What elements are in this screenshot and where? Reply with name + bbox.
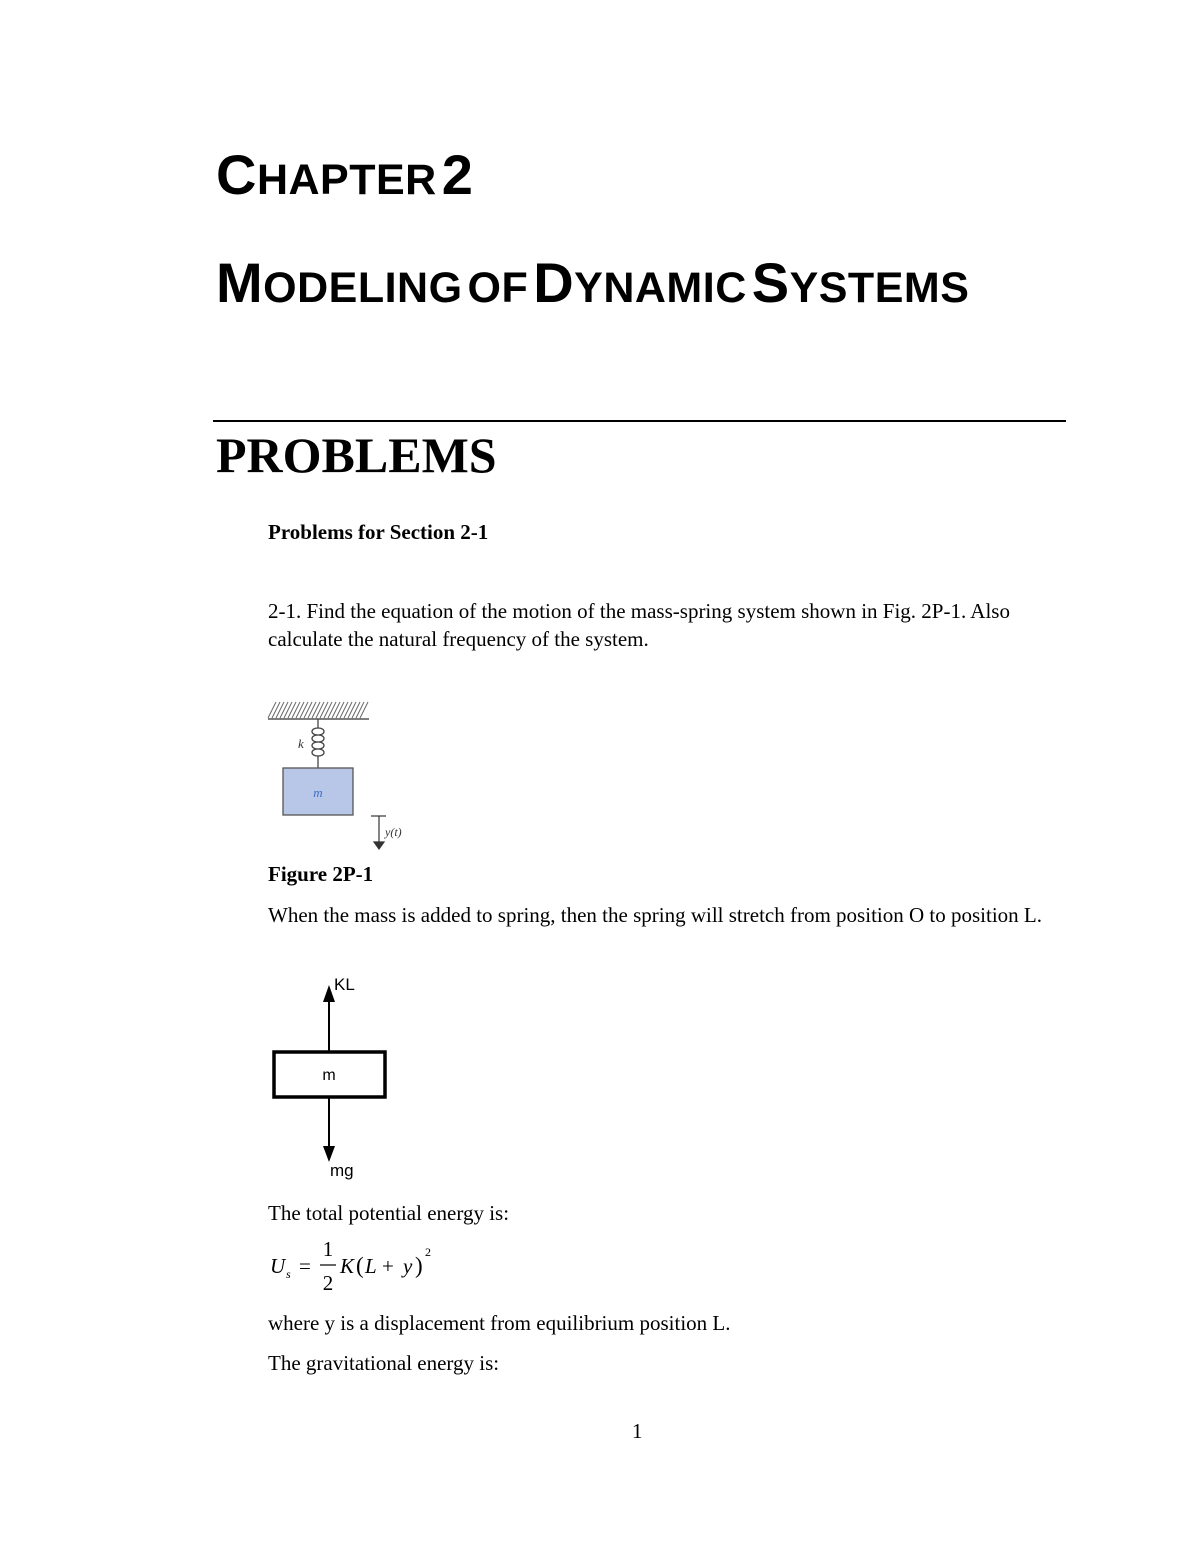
chapter-heading-number: 2 [441, 143, 474, 206]
eq-L: L [365, 1254, 377, 1278]
section-heading: Problems for Section 2-1 [268, 520, 489, 544]
eq-coef: K [340, 1254, 355, 1278]
eq-equals: = [299, 1254, 311, 1278]
problem-statement: 2-1. Find the equation of the motion of the mass-spring system shown in Fig. 2P-1. Also calculate the natural frequency of the system. [268, 599, 1010, 651]
potential-energy-text: The total potential energy is: [268, 1201, 510, 1225]
chapter-title-rest-4: YSTEMS [789, 264, 970, 312]
figure-caption: Figure 2P-1 [268, 862, 374, 886]
mass-spring-figure [262, 696, 422, 856]
downward-force-arrow-icon [323, 1097, 335, 1162]
eq-lhs-sub: s [286, 1267, 291, 1281]
page-number: 1 [632, 1419, 643, 1443]
potential-energy-equation [262, 1232, 462, 1298]
chapter-title [216, 250, 969, 315]
chapter-title-initial-1: M [216, 251, 264, 314]
displacement-label: y(t) [385, 825, 402, 839]
stretch-paragraph: When the mass is added to spring, then the spring will stretch from position O to position L. [268, 903, 1042, 927]
fbd-mass-label: m [322, 1067, 336, 1084]
eq-lhs: U [270, 1254, 286, 1278]
upward-force-arrow-icon [323, 985, 335, 1052]
displacement-arrow-icon [371, 816, 386, 849]
where-text: where y is a displacement from equilibrium position L. [268, 1311, 731, 1335]
top-force-label: KL [334, 975, 355, 994]
chapter-heading-initial: C [216, 143, 257, 206]
free-body-diagram [262, 970, 442, 1185]
eq-open-paren: ( [356, 1253, 364, 1278]
chapter-title-rest-2: OF [467, 264, 529, 312]
ceiling-hatch [268, 702, 369, 719]
eq-denominator: 2 [322, 1271, 334, 1295]
chapter-title-rest-1: ODELING [263, 264, 463, 312]
gravitational-energy-text: The gravitational energy is: [268, 1351, 500, 1375]
problems-heading: PROBLEMS [216, 427, 497, 483]
eq-numerator: 1 [322, 1237, 334, 1261]
eq-close-paren: ) [415, 1253, 423, 1278]
eq-power: 2 [425, 1245, 431, 1259]
eq-plus: + [382, 1254, 394, 1278]
spring-label: k [298, 736, 304, 751]
bottom-force-label: mg [330, 1161, 354, 1180]
eq-y: y [403, 1254, 413, 1278]
spring-icon [312, 719, 324, 768]
chapter-heading-rest: HAPTER [256, 156, 437, 204]
chapter-title-initial-4: S [751, 251, 790, 314]
chapter-heading [216, 142, 473, 207]
chapter-title-initial-3: D [533, 251, 575, 314]
mass-label: m [313, 785, 323, 800]
horizontal-rule [213, 420, 1066, 422]
chapter-title-rest-3: YNAMIC [574, 264, 747, 312]
